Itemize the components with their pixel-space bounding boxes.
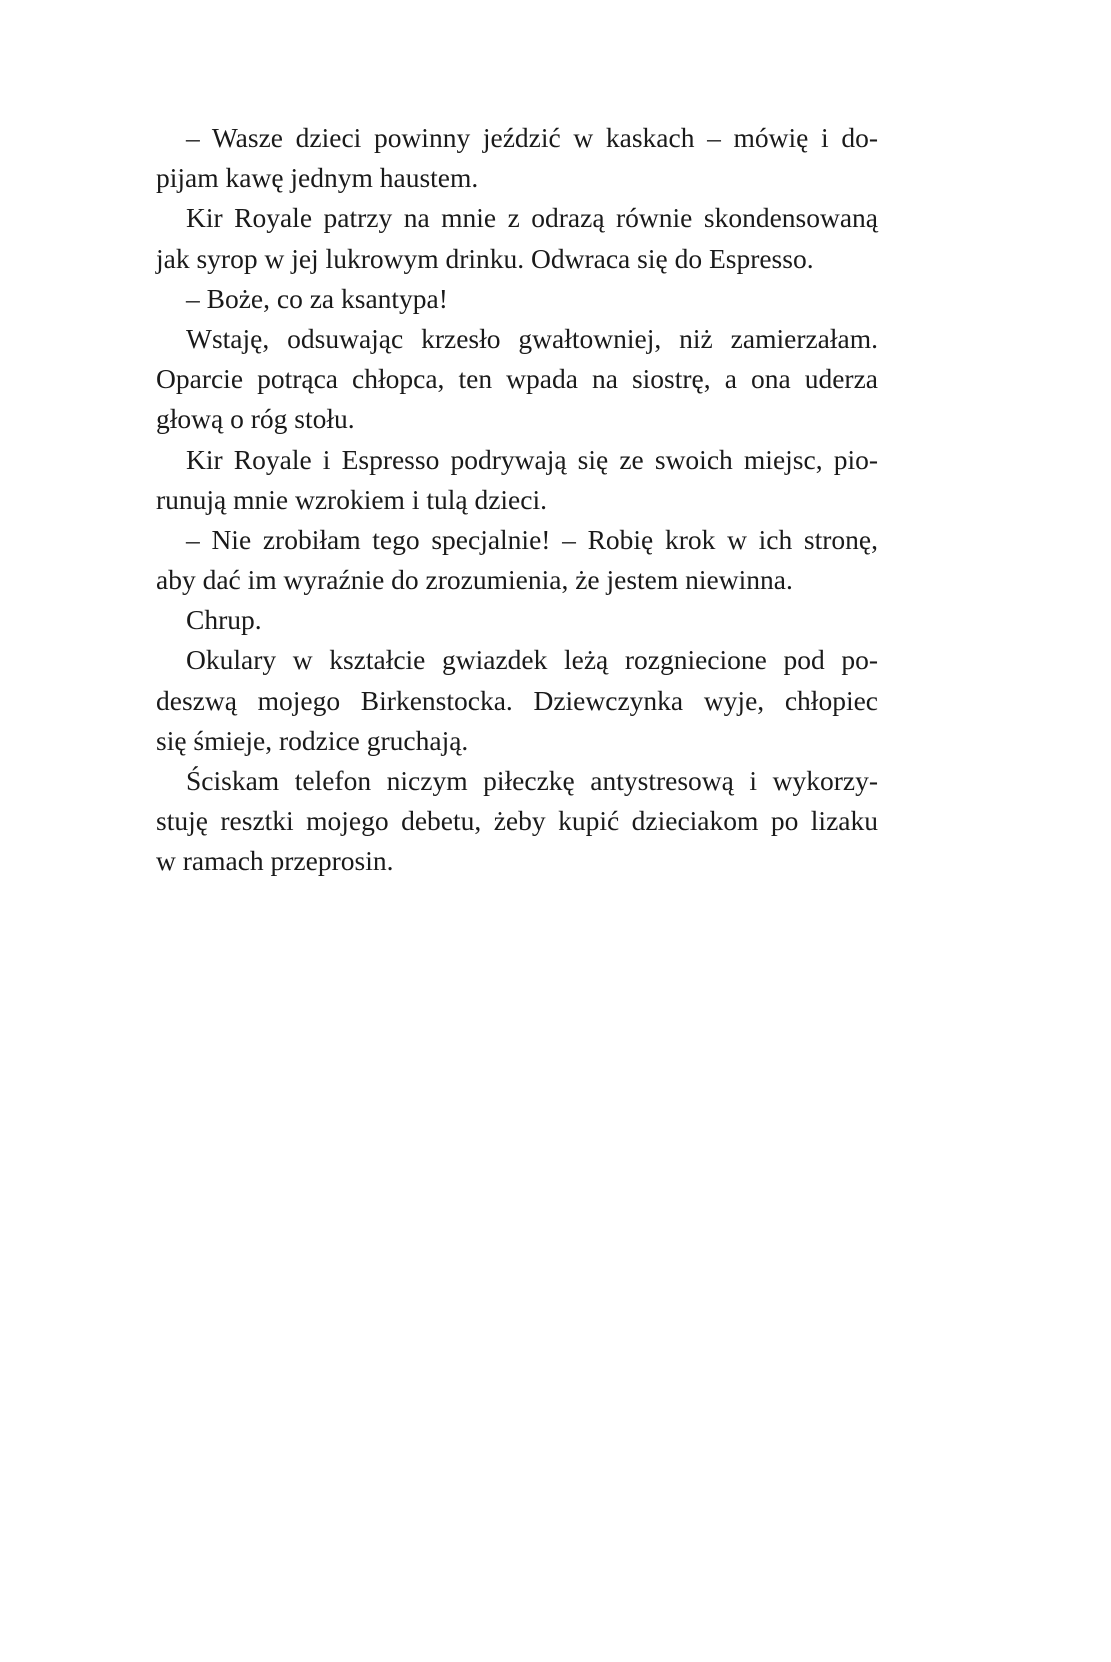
text-line: – Nie zrobiłam tego specjalnie! – Robię krok w ich stronę, bbox=[186, 523, 878, 555]
text-line: – Boże, co za ksantypa! bbox=[186, 282, 448, 314]
text-line: Chrup. bbox=[186, 604, 262, 636]
text-line: runują mnie wzrokiem i tulą dzieci. bbox=[156, 483, 547, 515]
text-line: aby dać im wyraźnie do zrozumienia, że jestem niewinna. bbox=[156, 564, 793, 596]
text-line: Ściskam telefon niczym piłeczkę antystresową i wykorzy- bbox=[186, 765, 878, 796]
text-line: – Wasze dzieci powinny jeździć w kaskach – mówię i do- bbox=[186, 122, 878, 153]
text-line: stuję resztki mojego debetu, żeby kupić dzieciakom po lizaku bbox=[156, 805, 878, 837]
body-text bbox=[156, 118, 878, 882]
text-line: w ramach przeprosin. bbox=[156, 845, 394, 877]
text-line: pijam kawę jednym haustem. bbox=[156, 162, 479, 194]
text-line: Oparcie potrąca chłopca, ten wpada na siostrę, a ona uderza bbox=[156, 363, 878, 395]
text-line: Wstaję, odsuwając krzesło gwałtowniej, niż zamierzałam. bbox=[186, 322, 878, 354]
text-line: jak syrop w jej lukrowym drinku. Odwraca się do Espresso. bbox=[156, 242, 814, 274]
text-line: się śmieje, rodzice gruchają. bbox=[156, 724, 469, 756]
text-line: Kir Royale i Espresso podrywają się ze swoich miejsc, pio- bbox=[186, 443, 878, 475]
text-line: głową o róg stołu. bbox=[156, 403, 355, 435]
text-line: Kir Royale patrzy na mnie z odrazą równie skondensowaną bbox=[186, 202, 878, 234]
text-line: Okulary w kształcie gwiazdek leżą rozgniecione pod po- bbox=[186, 644, 878, 676]
text-line: deszwą mojego Birkenstocka. Dziewczynka wyje, chłopiec bbox=[156, 684, 878, 716]
